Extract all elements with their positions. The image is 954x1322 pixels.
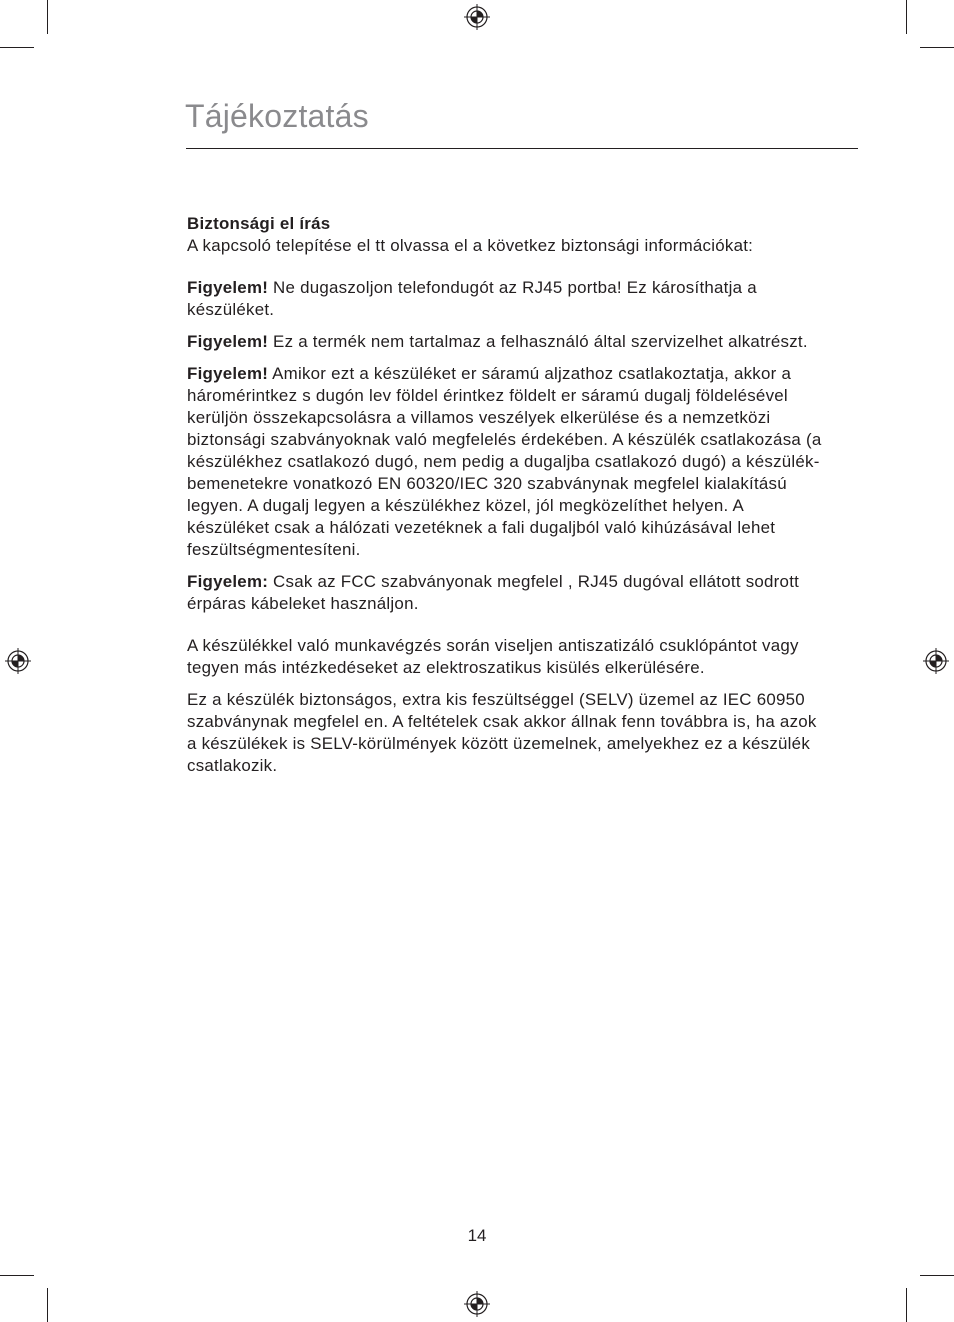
warning-text: Ne dugaszoljon telefondugót az RJ45 portba! Ez károsíthatja a készüléket.: [187, 278, 757, 319]
crop-mark-bottom-left-horizontal: [0, 1275, 34, 1276]
warning-text: Ez a termék nem tartalmaz a felhasználó által szervizelhet alkatrészt.: [268, 332, 808, 351]
crop-mark-bottom-right-horizontal: [920, 1275, 954, 1276]
selv-paragraph: Ez a készülék biztonságos, extra kis feszültséggel (SELV) üzemel az IEC 60950 szabványnak megfelel en. A feltételek csak akkor állnak fenn továbbra is, ha azok a készülékek is SELV-körülmények között üzemelnek, amelyekhez ez a készülék csatlakozik.: [187, 690, 817, 775]
crop-mark-top-right-vertical: [906, 0, 907, 34]
registration-mark-top-icon: [463, 3, 491, 31]
warning-text: Amikor ezt a készüléket er sáramú aljzathoz csatlakoztatja, akkor a háromérintkez s dugón lev földel érintkez földelt er sáramú dugalj földelésével kerüljön összekapcsolásra a villamos veszélyek elkerülése és a nemzetközi biztonsági szabványoknak való megfelelés érdekében. A készülék csatlakozása (a készülékhez csatlakozó dugó, nem pedig a dugaljba csatlakozó dugó) a készülék-bemenetekre vonatkozó EN 60320/IEC 320 szabványnak megfelel kialakítású legyen. A dugalj legyen a készülékhez közel, jól megközelíthet helyen. A készüléket csak a hálózati vezetéknek a fali dugaljból való kihúzásával lehet feszültségmentesíteni.: [187, 364, 822, 559]
registration-mark-bottom-icon: [463, 1290, 491, 1318]
warning-paragraph: [187, 363, 827, 561]
title-rule: [186, 148, 858, 149]
warning-paragraph: [187, 571, 827, 615]
warning-paragraph: [187, 277, 827, 321]
safety-section: [187, 213, 827, 777]
registration-mark-right-icon: [922, 647, 950, 675]
crop-mark-top-left-horizontal: [0, 47, 34, 48]
section-heading: Biztonsági el írás: [187, 214, 331, 233]
crop-mark-bottom-left-vertical: [47, 1288, 48, 1322]
warning-label: Figyelem!: [187, 364, 269, 383]
page-title: Tájékoztatás: [185, 98, 369, 134]
warning-paragraph: [187, 331, 827, 353]
crop-mark-top-right-horizontal: [920, 47, 954, 48]
page-number: 14: [467, 1226, 487, 1245]
esd-paragraph: A készülékkel való munkavégzés során viseljen antiszatizáló csuklópántot vagy tegyen más intézkedéseket az elektroszatikus kisülés elkerülésére.: [187, 636, 799, 677]
intro-paragraph: A kapcsoló telepítése el tt olvassa el a következ biztonsági információkat:: [187, 236, 754, 255]
warning-text: Csak az FCC szabványonak megfelel , RJ45 dugóval ellátott sodrott érpáras kábeleket használjon.: [187, 572, 800, 613]
crop-mark-top-left-vertical: [47, 0, 48, 34]
registration-mark-left-icon: [4, 647, 32, 675]
crop-mark-bottom-right-vertical: [906, 1288, 907, 1322]
warning-label: Figyelem!: [187, 332, 269, 351]
warning-label: Figyelem:: [187, 572, 269, 591]
warning-label: Figyelem!: [187, 278, 269, 297]
